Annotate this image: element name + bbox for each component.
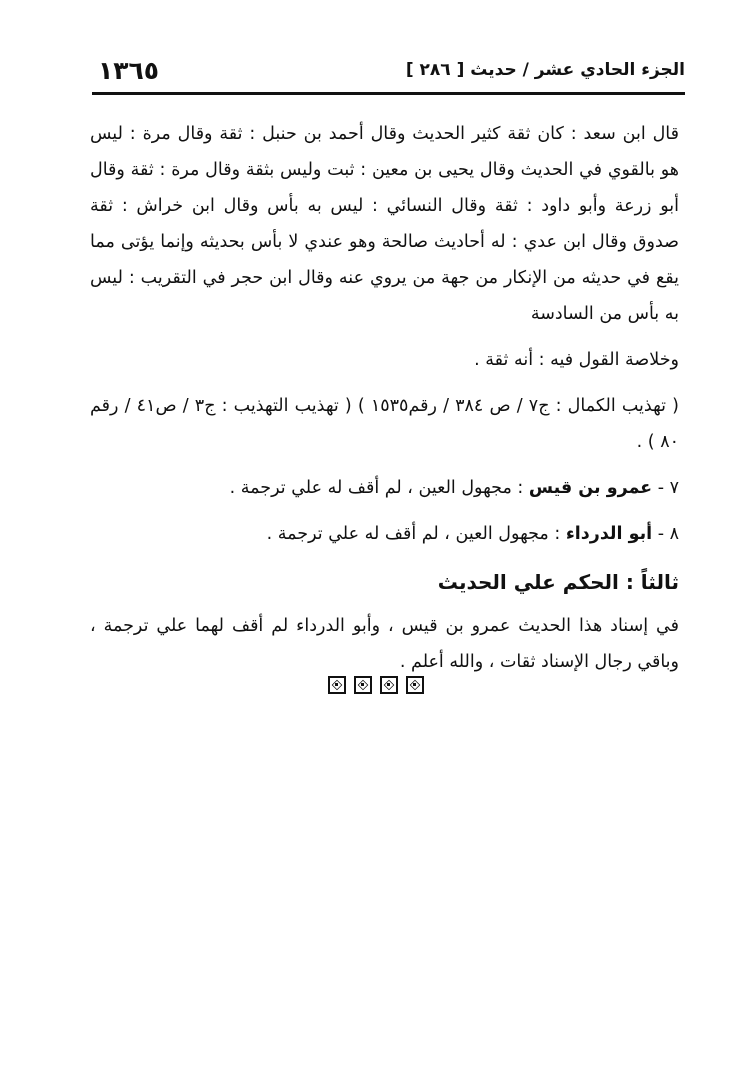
narrator-status: : مجهول العين ، لم أقف له علي ترجمة .	[229, 478, 529, 498]
narrator-status: : مجهول العين ، لم أقف له علي ترجمة .	[266, 524, 566, 544]
item-number: ٧ -	[652, 478, 679, 498]
header-rule	[92, 92, 685, 95]
section-heading: ثالثاً : الحكم علي الحديث	[437, 570, 679, 594]
narrator-name: أبو الدرداء	[565, 524, 653, 544]
item-number: ٨ -	[652, 524, 679, 544]
narrator-name: عمرو بن قيس	[528, 478, 653, 498]
ornament-icon	[380, 676, 398, 694]
page-header	[92, 52, 685, 92]
narrator-opinions-paragraph: قال ابن سعد : كان ثقة كثير الحديث وقال أحمد بن حنبل : ثقة وقال مرة : ليس هو بالقوي في الحديث وقال يحيى بن معين : ثبت وليس بثقة وقال مرة : ثقة وقال أبو زرعة وأبو داود : ثقة وقال النسائي : ليس به بأس وقال ابن خراش : ثقة صدوق وقال ابن عدي : له أحاديث صالحة وهو عندي لا بأس بحديثه وإنما يؤتى مما يقع في حديثه من الإنكار من جهة من يروي عنه وقال ابن حجر في التقريب : ليس به بأس من السادسة	[90, 124, 679, 324]
ornament-icon	[328, 676, 346, 694]
narrator-item-8	[90, 516, 679, 552]
page-body	[90, 116, 679, 680]
page-number: ١٣٦٥	[98, 56, 160, 85]
references-line: ( تهذيب الكمال : ج٧ / ص ٣٨٤ / رقم١٥٣٥ ) ( تهذيب التهذيب : ج٣ / ص٤١ / رقم ٨٠ ) .	[90, 396, 679, 452]
ornament-icon	[354, 676, 372, 694]
running-title: الجزء الحادي عشر / حديث [ ٢٨٦ ]	[405, 60, 685, 80]
narrator-item-7	[90, 470, 679, 506]
ruling-paragraph: في إسناد هذا الحديث عمرو بن قيس ، وأبو الدرداء لم أقف لهما علي ترجمة ، وباقي رجال الإسناد ثقات ، والله أعلم .	[90, 616, 679, 672]
end-ornaments	[0, 676, 751, 694]
conclusion-line: وخلاصة القول فيه : أنه ثقة .	[474, 350, 679, 370]
ornament-icon	[406, 676, 424, 694]
